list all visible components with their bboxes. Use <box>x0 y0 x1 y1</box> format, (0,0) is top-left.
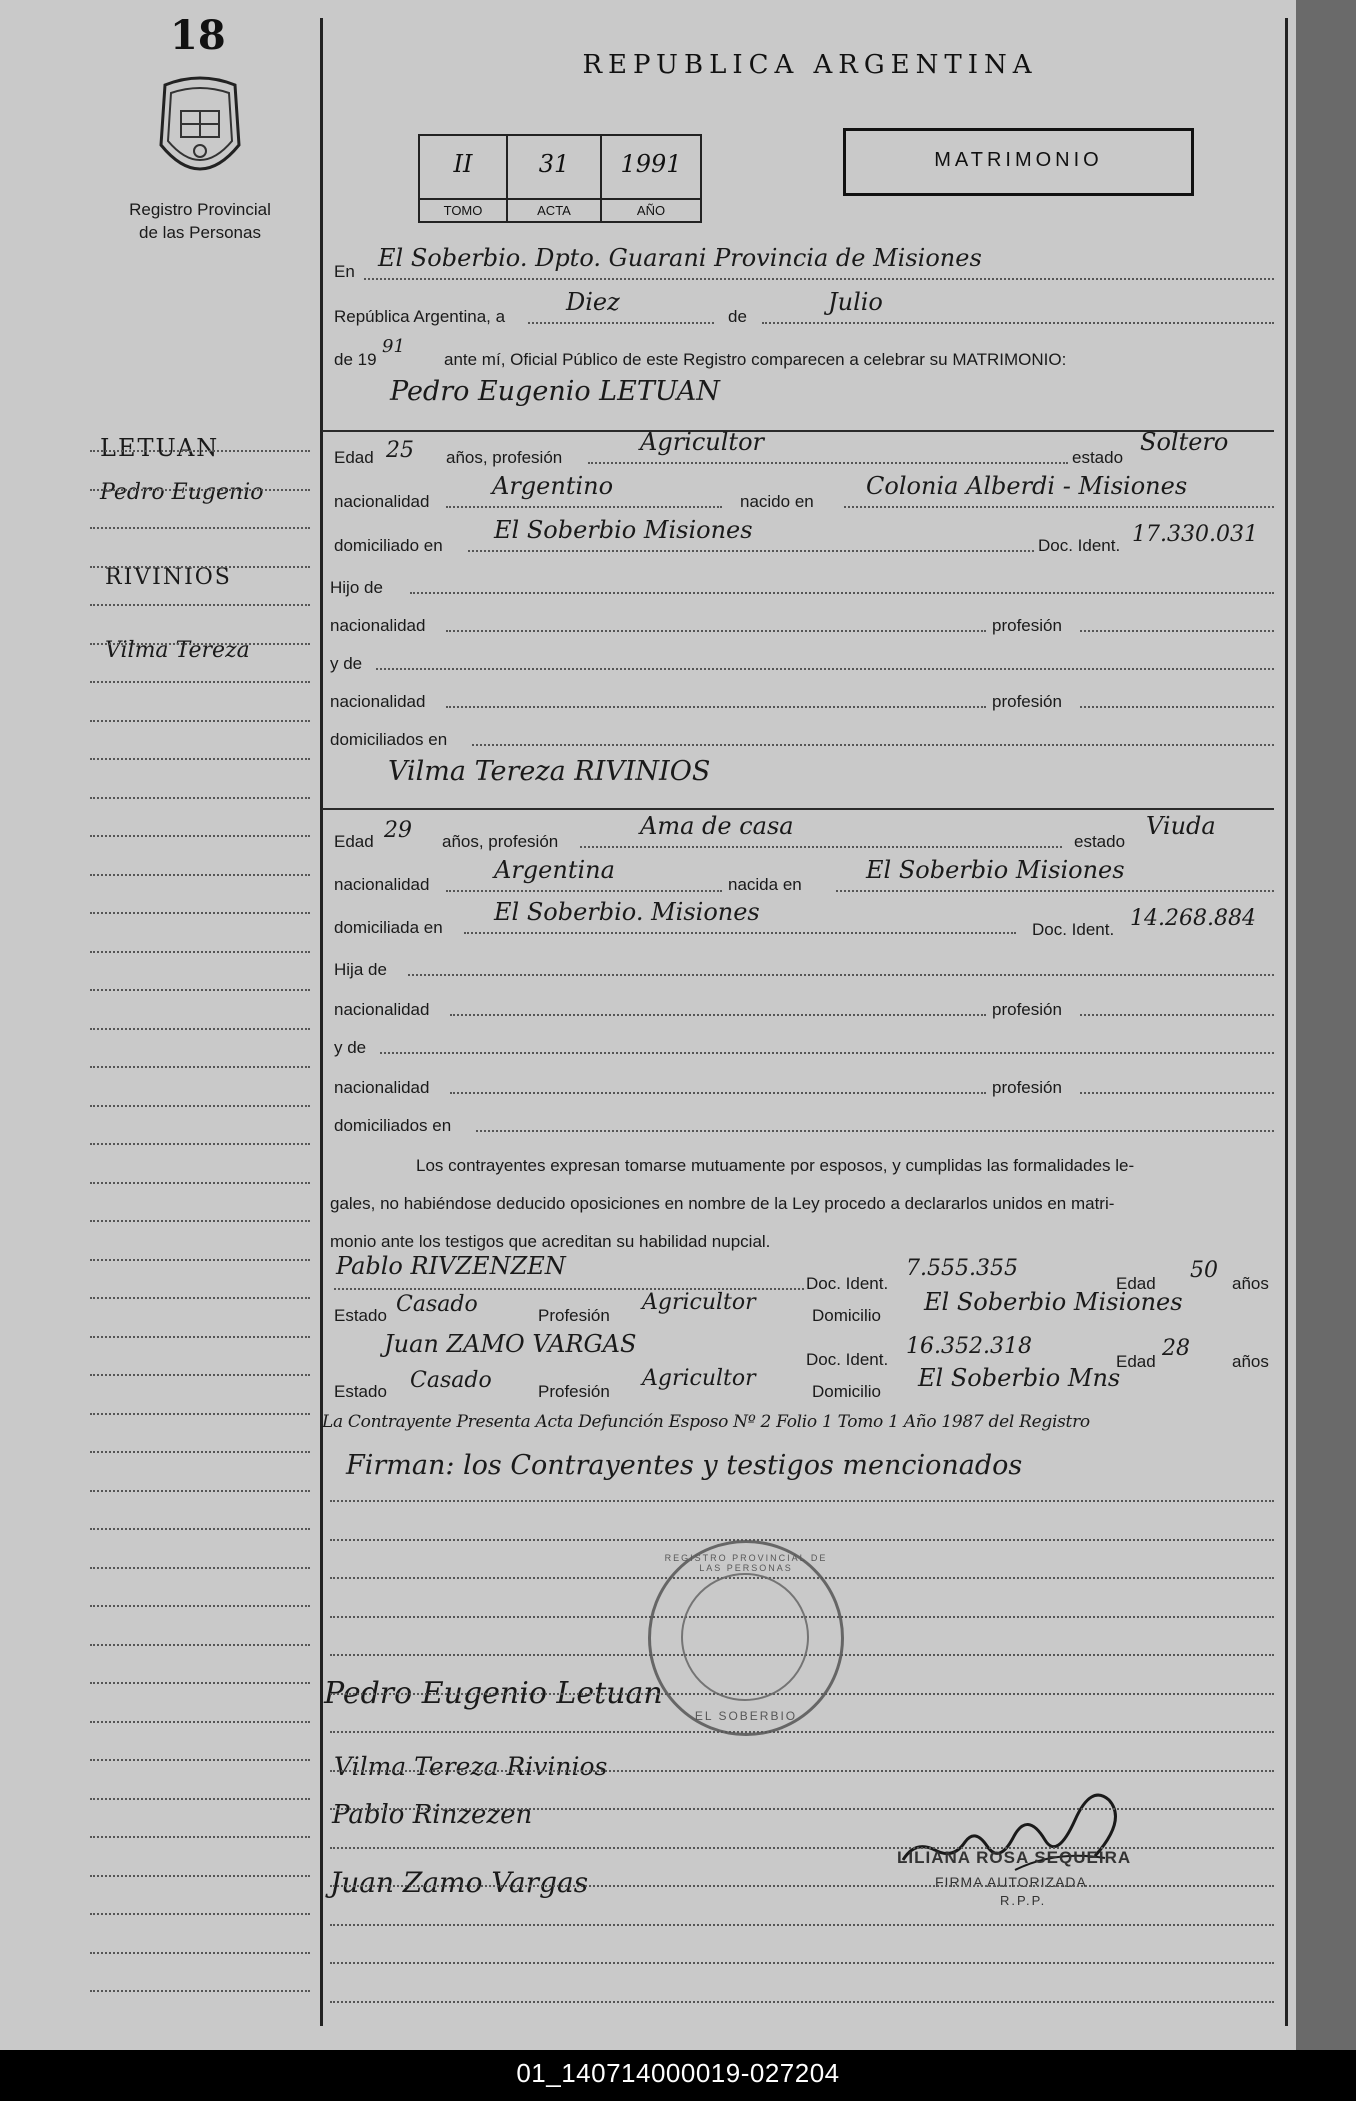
groom-doc-id: 17.330.031 <box>1132 522 1258 547</box>
month-value: Julio <box>828 288 883 316</box>
margin-bride-given: Vilma Tereza <box>105 638 250 663</box>
bride-nacida-label: nacida en <box>728 875 802 894</box>
groom-y-de-line <box>376 668 1274 670</box>
bride-nacida-line <box>836 890 1274 892</box>
acta-cell <box>508 136 602 221</box>
margin-ruled-line <box>90 1490 310 1492</box>
scan-id: 01_140714000019-027204 <box>516 2058 840 2088</box>
groom-domicile: El Soberbio Misiones <box>494 516 753 544</box>
tomo-cell <box>420 136 508 221</box>
witness2-domicile: El Soberbio Mns <box>918 1364 1121 1392</box>
witness1-name: Pablo RIVZENZEN <box>336 1252 566 1280</box>
witness1-civil-state: Casado <box>396 1292 478 1317</box>
bride-hija-line <box>408 974 1274 976</box>
margin-ruled-line <box>90 681 310 683</box>
margin-ruled-line <box>90 1182 310 1184</box>
seal-text-top: REGISTRO PROVINCIAL DE LAS PERSONAS <box>664 1553 828 1573</box>
margin-ruled-line <box>90 1913 310 1915</box>
margin-ruled-line <box>90 450 310 452</box>
bride-divider <box>322 808 1274 810</box>
bride-mother-nat-line <box>450 1092 986 1094</box>
groom-father-prof-label: profesión <box>992 616 1062 635</box>
witness1-doc-id: 7.555.355 <box>906 1256 1018 1281</box>
margin-ruled-line <box>90 1297 310 1299</box>
bride-hija-label: Hija de <box>334 960 387 979</box>
page-title: REPUBLICA ARGENTINA <box>582 50 1038 80</box>
body-ruled-line <box>330 1847 1274 1849</box>
bride-mother-prof-label: profesión <box>992 1078 1062 1097</box>
margin-ruled-line <box>90 1066 310 1068</box>
margin-groom-surname: LETUAN <box>100 434 220 462</box>
signature-witness2: Juan Zamo Vargas <box>330 1866 589 1899</box>
groom-birthplace: Colonia Alberdi - Misiones <box>866 472 1188 500</box>
record-type: MATRIMONIO <box>934 149 1103 171</box>
bride-civil-state: Viuda <box>1146 812 1216 840</box>
witness2-age: 28 <box>1162 1336 1190 1361</box>
bride-father-nat-label: nacionalidad <box>334 1000 430 1019</box>
witness2-civil-state: Casado <box>410 1368 492 1393</box>
margin-ruled-line <box>90 643 310 645</box>
witness2-anos-label: años <box>1232 1352 1269 1371</box>
margin-ruled-line <box>90 1605 310 1607</box>
margin-ruled-line <box>90 989 310 991</box>
groom-hijo-label: Hijo de <box>330 578 383 597</box>
page-number: 18 <box>170 12 226 59</box>
ano-caption: AÑO <box>602 198 700 218</box>
official-office: R.P.P. <box>1000 1893 1047 1908</box>
bride-father-nat-line <box>450 1014 986 1016</box>
witness2-doc-label: Doc. Ident. <box>806 1350 889 1369</box>
de-label: de <box>728 307 747 326</box>
tomo-caption: TOMO <box>420 198 506 218</box>
bride-nacionalidad-line <box>446 890 722 892</box>
ano-value: 1991 <box>620 150 682 178</box>
margin-ruled-line <box>90 1759 310 1761</box>
legal-text-line1: Los contrayentes expresan tomarse mutuamente por esposos, y cumplidas las formalidades le- <box>416 1156 1135 1175</box>
republica-label: República Argentina, a <box>334 307 506 326</box>
seal-text-bottom: EL SOBERBIO <box>694 1709 798 1723</box>
seal-inner-ring <box>681 1573 809 1701</box>
groom-name: Pedro Eugenio LETUAN <box>390 376 720 407</box>
body-ruled-line <box>330 2001 1274 2003</box>
witness2-profesion-label: Profesión <box>538 1382 610 1401</box>
day-line <box>528 322 714 324</box>
groom-mother-prof-label: profesión <box>992 692 1062 711</box>
signature-bride: Vilma Tereza Rivinios <box>334 1752 608 1781</box>
groom-mother-prof-line <box>1080 706 1274 708</box>
witness2-name: Juan ZAMO VARGAS <box>384 1330 637 1358</box>
groom-domiciliado-label: domiciliado en <box>334 536 443 555</box>
groom-parents-dom-label: domiciliados en <box>330 730 448 749</box>
margin-ruled-line <box>90 1798 310 1800</box>
groom-y-de-label: y de <box>330 654 363 673</box>
bride-nationality: Argentina <box>494 856 615 884</box>
bride-doc-label: Doc. Ident. <box>1032 920 1115 939</box>
margin-ruled-line <box>90 1952 310 1954</box>
body-ruled-line <box>330 1885 1274 1887</box>
margin-ruled-line <box>90 1259 310 1261</box>
margin-ruled-line <box>90 874 310 876</box>
bride-y-de-line <box>380 1052 1274 1054</box>
bride-mother-prof-line <box>1080 1092 1274 1094</box>
body-ruled-line <box>330 1962 1274 1964</box>
groom-profesion-label: años, profesión <box>446 448 563 467</box>
groom-nacionalidad-line <box>446 506 722 508</box>
place-value: El Soberbio. Dpto. Guarani Provincia de Misiones <box>378 244 982 272</box>
groom-age: 25 <box>386 438 414 463</box>
bride-y-de-label: y de <box>334 1038 367 1057</box>
bride-father-prof-line <box>1080 1014 1274 1016</box>
witness1-profession: Agricultor <box>642 1290 756 1315</box>
margin-ruled-line <box>90 720 310 722</box>
body-ruled-line <box>330 1500 1274 1502</box>
witness1-profesion-label: Profesión <box>538 1306 610 1325</box>
official-role: FIRMA AUTORIZADA <box>935 1874 1087 1890</box>
bride-birthplace: El Soberbio Misiones <box>866 856 1125 884</box>
margin-ruled-line <box>90 1644 310 1646</box>
record-type-box <box>843 128 1194 196</box>
place-line <box>364 278 1274 280</box>
margin-ruled-line <box>90 1682 310 1684</box>
body-ruled-line <box>330 1770 1274 1772</box>
registry-label <box>110 198 290 244</box>
ano-cell <box>602 136 700 221</box>
bride-parents-dom-label: domiciliados en <box>334 1116 452 1135</box>
groom-nacido-line <box>844 506 1274 508</box>
groom-domiciliado-line <box>468 550 1034 552</box>
witness2-profession: Agricultor <box>642 1366 756 1391</box>
groom-nacido-label: nacido en <box>740 492 814 511</box>
misiones-province-emblem <box>155 75 245 185</box>
margin-ruled-line <box>90 1336 310 1338</box>
record-number-box <box>418 134 702 223</box>
registry-seal <box>648 1540 844 1736</box>
body-ruled-line <box>330 1539 1274 1541</box>
right-rule <box>1285 18 1288 2026</box>
legal-text-line2: gales, no habiéndose deducido oposiciones en nombre de la Ley procedo a declararlos unidos en matri- <box>330 1194 1115 1213</box>
margin-ruled-line <box>90 1721 310 1723</box>
margin-groom-given: Pedro Eugenio <box>100 480 264 505</box>
bride-father-prof-label: profesión <box>992 1000 1062 1019</box>
margin-ruled-line <box>90 1528 310 1530</box>
signature-groom: Pedro Eugenio Letuan <box>324 1676 663 1711</box>
groom-civil-state: Soltero <box>1140 428 1229 456</box>
bride-doc-id: 14.268.884 <box>1130 906 1256 931</box>
groom-profession: Agricultor <box>640 428 764 456</box>
witness2-edad-label: Edad <box>1116 1352 1156 1371</box>
bride-age: 29 <box>384 818 412 843</box>
margin-ruled-line <box>90 1567 310 1569</box>
margin-ruled-line <box>90 527 310 529</box>
margin-ruled-line <box>90 566 310 568</box>
official-name: LILIANA ROSA SEQUEIRA <box>897 1848 1132 1867</box>
signature-witness1: Pablo Rinzezen <box>332 1800 533 1830</box>
note-line1: La Contrayente Presenta Acta Defunción Esposo Nº 2 Folio 1 Tomo 1 Año 1987 del Registro <box>322 1412 1090 1432</box>
groom-mother-nat-line <box>446 706 986 708</box>
body-ruled-line <box>330 1808 1274 1810</box>
margin-ruled-line <box>90 1836 310 1838</box>
margin-ruled-line <box>90 604 310 606</box>
witness2-estado-label: Estado <box>334 1382 387 1401</box>
witness2-domicilio-label: Domicilio <box>812 1382 881 1401</box>
witness1-age: 50 <box>1190 1258 1218 1283</box>
margin-ruled-line <box>90 758 310 760</box>
witness1-domicilio-label: Domicilio <box>812 1306 881 1325</box>
bride-mother-nat-label: nacionalidad <box>334 1078 430 1097</box>
bride-profesion-line <box>580 846 1062 848</box>
margin-ruled-line <box>90 835 310 837</box>
bride-estado-label: estado <box>1074 832 1126 851</box>
groom-estado-label: estado <box>1072 448 1124 467</box>
margin-ruled-line <box>90 912 310 914</box>
year-suffix: 91 <box>382 336 405 357</box>
groom-doc-label: Doc. Ident. <box>1038 536 1121 555</box>
margin-ruled-line <box>90 1220 310 1222</box>
margin-ruled-line <box>90 797 310 799</box>
witness1-doc-label: Doc. Ident. <box>806 1274 889 1293</box>
acta-value: 31 <box>538 150 570 178</box>
day-value: Diez <box>566 288 620 316</box>
groom-parents-dom-line <box>472 744 1274 746</box>
margin-rule <box>320 18 323 2026</box>
groom-father-prof-line <box>1080 630 1274 632</box>
margin-ruled-line <box>90 1451 310 1453</box>
margin-ruled-line <box>90 1105 310 1107</box>
bride-edad-label: Edad <box>334 832 374 851</box>
bride-nacionalidad-label: nacionalidad <box>334 875 430 894</box>
scan-footer <box>0 2050 1356 2101</box>
groom-nationality: Argentino <box>492 472 614 500</box>
en-label: En <box>334 262 355 281</box>
year-label: de 19 <box>334 350 377 369</box>
margin-ruled-line <box>90 1028 310 1030</box>
body-ruled-line <box>330 1924 1274 1926</box>
appear-text: ante mí, Oficial Público de este Registro comparecen a celebrar su MATRIMONIO: <box>444 350 1067 369</box>
bride-name: Vilma Tereza RIVINIOS <box>388 756 711 787</box>
margin-ruled-line <box>90 489 310 491</box>
margin-ruled-line <box>90 1875 310 1877</box>
groom-hijo-line <box>410 592 1274 594</box>
bride-domicile: El Soberbio. Misiones <box>494 898 760 926</box>
body-ruled-line <box>330 1731 1274 1733</box>
groom-edad-label: Edad <box>334 448 374 467</box>
margin-ruled-line <box>90 951 310 953</box>
bride-profession: Ama de casa <box>640 812 794 840</box>
registry-label-line2: de las Personas <box>139 223 261 242</box>
margin-ruled-line <box>90 1413 310 1415</box>
tomo-value: II <box>453 150 473 178</box>
witness2-doc-id: 16.352.318 <box>906 1334 1032 1359</box>
groom-father-nat-label: nacionalidad <box>330 616 426 635</box>
legal-text-line3: monio ante los testigos que acreditan su habilidad nupcial. <box>330 1232 771 1251</box>
witness1-edad-label: Edad <box>1116 1274 1156 1293</box>
margin-ruled-line <box>90 1143 310 1145</box>
bride-domiciliada-label: domiciliada en <box>334 918 443 937</box>
registry-label-line1: Registro Provincial <box>129 200 271 219</box>
witness1-estado-label: Estado <box>334 1306 387 1325</box>
book-edge <box>1296 0 1356 2050</box>
groom-father-nat-line <box>446 630 986 632</box>
witness1-anos-label: años <box>1232 1274 1269 1293</box>
margin-ruled-line <box>90 1374 310 1376</box>
acta-caption: ACTA <box>508 198 600 218</box>
groom-nacionalidad-label: nacionalidad <box>334 492 430 511</box>
groom-profesion-line <box>588 462 1068 464</box>
month-line <box>762 322 1274 324</box>
bride-profesion-label: años, profesión <box>442 832 559 851</box>
note-line2: Firman: los Contrayentes y testigos mencionados <box>346 1450 1023 1481</box>
groom-mother-nat-label: nacionalidad <box>330 692 426 711</box>
bride-domiciliada-line <box>464 932 1016 934</box>
margin-bride-surname: RIVINIOS <box>105 565 232 590</box>
margin-ruled-line <box>90 1990 310 1992</box>
bride-parents-dom-line <box>476 1130 1274 1132</box>
groom-divider <box>322 430 1274 432</box>
witness1-domicile: El Soberbio Misiones <box>924 1288 1183 1316</box>
